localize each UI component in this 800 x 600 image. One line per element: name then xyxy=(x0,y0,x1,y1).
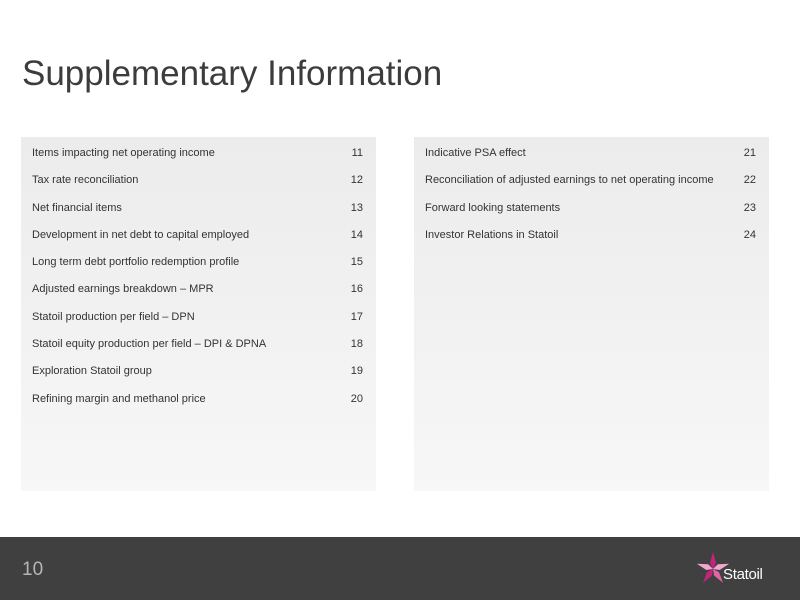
toc-list-left xyxy=(21,144,376,417)
toc-item-page-number: 15 xyxy=(350,256,363,269)
toc-item-label: Refining margin and methanol price xyxy=(32,392,206,405)
toc-item-page-number: 16 xyxy=(350,283,363,296)
toc-item-label: Development in net debt to capital employed xyxy=(32,228,250,241)
logo-text: Statoil xyxy=(723,566,763,583)
toc-item-label: Statoil production per field – DPN xyxy=(32,310,195,323)
toc-item xyxy=(21,335,376,362)
toc-list-right xyxy=(414,144,769,253)
toc-item-page-number: 14 xyxy=(350,228,363,241)
toc-item-label: Exploration Statoil group xyxy=(32,365,152,378)
toc-item-page-number: 22 xyxy=(743,174,756,187)
toc-item-page-number: 11 xyxy=(351,147,363,159)
toc-item-label: Statoil equity production per field – DPI & DPNA xyxy=(32,338,267,351)
toc-item xyxy=(21,308,376,335)
toc-item xyxy=(414,226,769,253)
toc-item xyxy=(21,362,376,389)
toc-item xyxy=(21,390,376,417)
footer-bar xyxy=(0,537,800,600)
toc-item-page-number: 19 xyxy=(350,365,363,378)
page-title: Supplementary Information xyxy=(22,54,443,93)
toc-panel-right xyxy=(414,137,769,491)
toc-item-label: Net financial items xyxy=(32,201,122,214)
toc-item xyxy=(21,280,376,307)
toc-item-label: Indicative PSA effect xyxy=(425,147,526,159)
toc-item-label: Investor Relations in Statoil xyxy=(425,228,559,241)
toc-item-page-number: 20 xyxy=(350,392,363,405)
toc-item-label: Reconciliation of adjusted earnings to net operating income xyxy=(425,174,714,187)
toc-item xyxy=(21,144,376,171)
toc-item xyxy=(21,226,376,253)
toc-item-page-number: 13 xyxy=(350,201,363,214)
toc-item-page-number: 24 xyxy=(743,228,756,241)
toc-item xyxy=(21,253,376,280)
toc-item xyxy=(21,171,376,198)
toc-item xyxy=(414,199,769,226)
toc-item-page-number: 21 xyxy=(743,147,756,159)
page-number: 10 xyxy=(22,559,44,580)
toc-item-label: Items impacting net operating income xyxy=(32,147,215,159)
toc-item xyxy=(21,199,376,226)
toc-item-label: Long term debt portfolio redemption profile xyxy=(32,256,240,269)
toc-item-label: Forward looking statements xyxy=(425,201,561,214)
statoil-logo xyxy=(693,549,788,591)
toc-panel-left xyxy=(21,137,376,491)
toc-item-label: Adjusted earnings breakdown – MPR xyxy=(32,283,214,296)
toc-item xyxy=(414,171,769,198)
toc-item xyxy=(414,144,769,171)
toc-item-label: Tax rate reconciliation xyxy=(32,174,139,187)
toc-item-page-number: 12 xyxy=(350,174,363,187)
toc-item-page-number: 17 xyxy=(350,310,363,323)
toc-item-page-number: 23 xyxy=(743,201,756,214)
toc-item-page-number: 18 xyxy=(350,338,363,351)
